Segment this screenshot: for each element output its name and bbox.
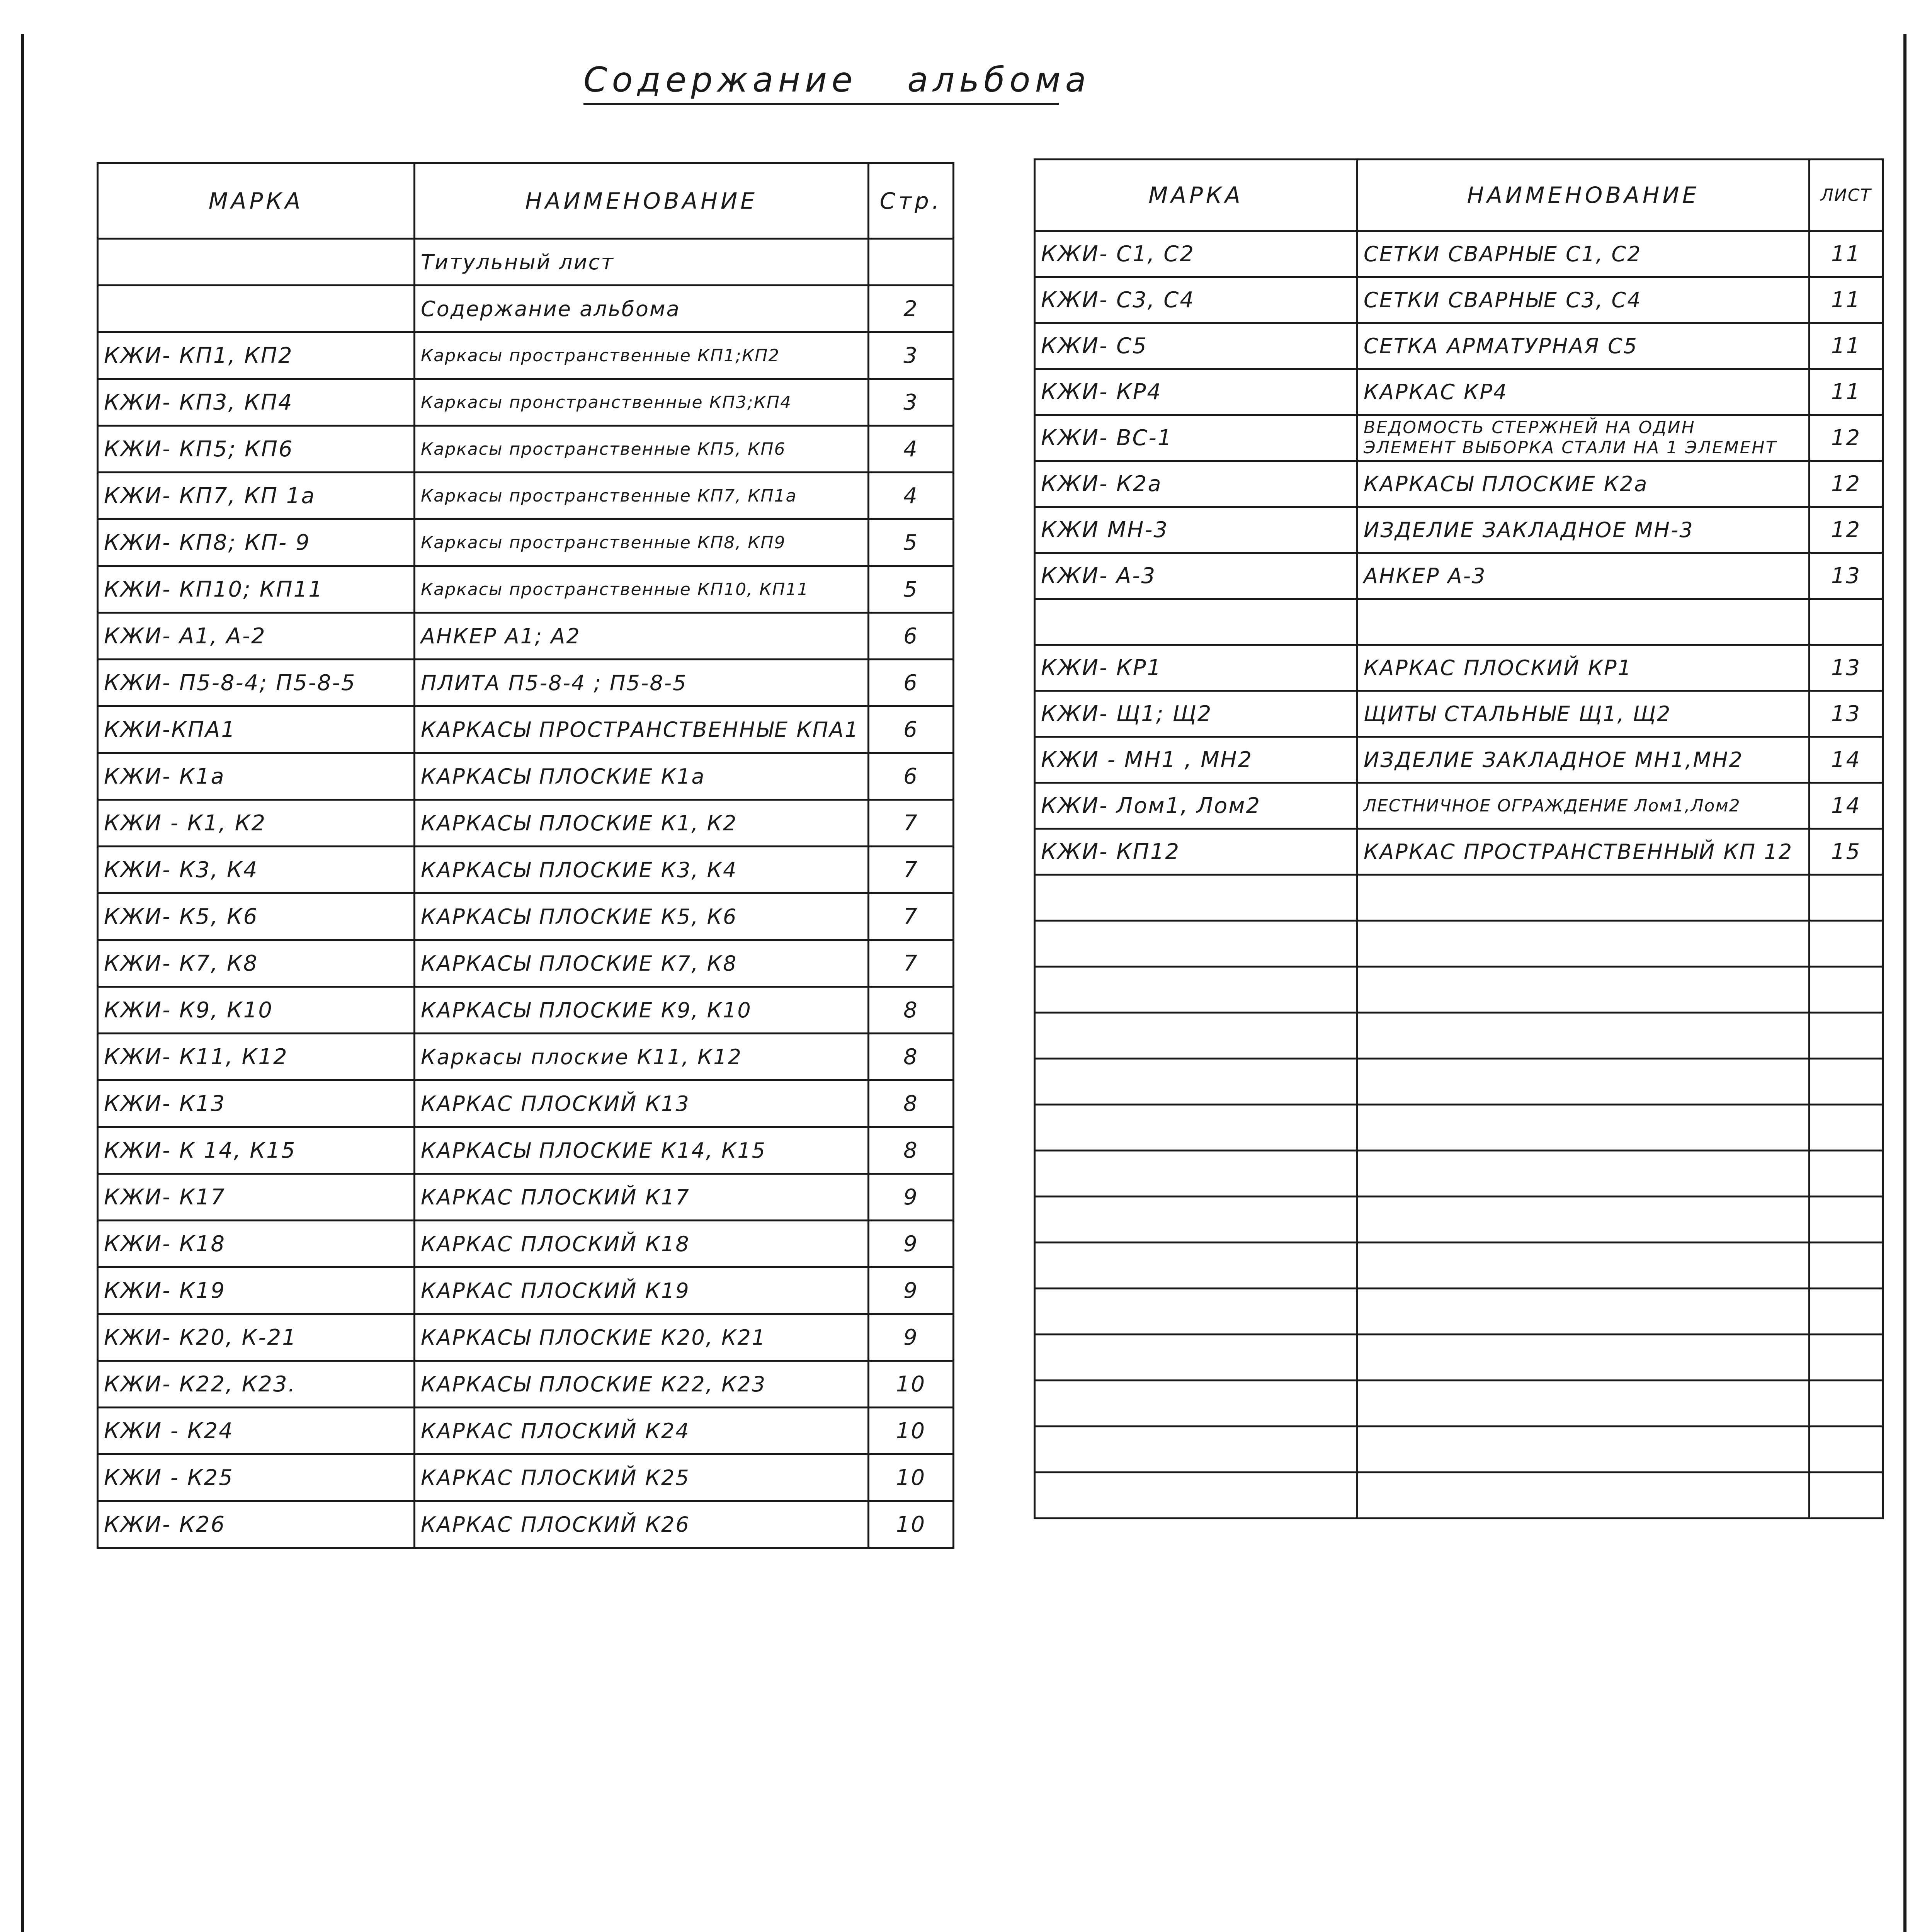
- mark-cell: КЖИ- К11, К12: [98, 1034, 415, 1080]
- name-cell: Каркасы пространственные КП10, КП11: [415, 566, 869, 613]
- name-cell: КАРКАС ПЛОСКИЙ К25: [415, 1454, 869, 1501]
- name-cell: Каркасы плоские К11, К12: [415, 1034, 869, 1080]
- table-row: [98, 1221, 954, 1267]
- name-cell: КАРКАС ПЛОСКИЙ К24: [415, 1408, 869, 1454]
- empty-cell: [1810, 1059, 1883, 1105]
- mark-cell: КЖИ- КП1, КП2: [98, 332, 415, 379]
- mark-cell: КЖИ- С3, С4: [1035, 277, 1357, 323]
- mark-cell: КЖИ- КР4: [1035, 369, 1357, 415]
- page-cell: 8: [869, 1034, 954, 1080]
- mark-cell: [98, 286, 415, 332]
- page-cell: 12: [1810, 461, 1883, 507]
- empty-cell: [1357, 875, 1810, 921]
- mark-cell: КЖИ - К1, К2: [98, 800, 415, 847]
- table-row: [1035, 323, 1883, 369]
- table-row: [98, 379, 954, 426]
- page-cell: 6: [869, 706, 954, 753]
- empty-cell: [1035, 875, 1357, 921]
- mark-cell: КЖИ- К20, К-21: [98, 1314, 415, 1361]
- name-cell: КАРКАСЫ ПЛОСКИЕ К9, К10: [415, 987, 869, 1034]
- empty-cell: [1357, 1289, 1810, 1335]
- page-cell: 10: [869, 1361, 954, 1408]
- name-cell: КАРКАСЫ ПЛОСКИЕ К2а: [1357, 461, 1810, 507]
- name-cell: ПЛИТА П5-8-4 ; П5-8-5: [415, 660, 869, 706]
- empty-cell: [1810, 1289, 1883, 1335]
- page-cell: 13: [1810, 553, 1883, 599]
- table-row: [98, 1501, 954, 1548]
- mark-cell: КЖИ- А-3: [1035, 553, 1357, 599]
- empty-cell: [1035, 1473, 1357, 1519]
- table-row: [1035, 645, 1883, 691]
- empty-cell: [1357, 1243, 1810, 1289]
- table-row: [1035, 277, 1883, 323]
- page-title: Содержание альбома: [583, 60, 1059, 105]
- mark-cell: КЖИ- К7, К8: [98, 940, 415, 987]
- name-cell: Каркасы пространственные КП1;КП2: [415, 332, 869, 379]
- empty-cell: [1810, 1243, 1883, 1289]
- page-cell: 8: [869, 987, 954, 1034]
- table-header-row: [98, 163, 954, 239]
- mark-cell: КЖИ-КПА1: [98, 706, 415, 753]
- mark-cell: [1035, 599, 1357, 645]
- name-cell: ЛЕСТНИЧНОЕ ОГРАЖДЕНИЕ Лом1,Лом2: [1357, 783, 1810, 829]
- table-row: [98, 1361, 954, 1408]
- page-cell: 10: [869, 1501, 954, 1548]
- empty-cell: [1357, 1013, 1810, 1059]
- empty-row: [1035, 1243, 1883, 1289]
- name-cell: КАРКАС КР4: [1357, 369, 1810, 415]
- page-cell: 4: [869, 426, 954, 473]
- mark-cell: КЖИ- С1, С2: [1035, 231, 1357, 277]
- table-header-row: [1035, 160, 1883, 231]
- table-row: [98, 800, 954, 847]
- mark-cell: КЖИ- КП7, КП 1а: [98, 473, 415, 519]
- empty-cell: [1357, 1059, 1810, 1105]
- page-cell: 6: [869, 753, 954, 800]
- empty-row: [1035, 921, 1883, 967]
- mark-cell: КЖИ- К 14, К15: [98, 1127, 415, 1174]
- name-cell: Титульный лист: [415, 239, 869, 286]
- table-row: [1035, 369, 1883, 415]
- empty-cell: [1035, 967, 1357, 1013]
- mark-cell: КЖИ- КП12: [1035, 829, 1357, 875]
- empty-cell: [1810, 1197, 1883, 1243]
- empty-cell: [1035, 1335, 1357, 1381]
- table-row: [98, 286, 954, 332]
- mark-cell: КЖИ- К17: [98, 1174, 415, 1221]
- table-row: [1035, 553, 1883, 599]
- table-row: [1035, 599, 1883, 645]
- page-cell: 9: [869, 1221, 954, 1267]
- page-cell: 5: [869, 566, 954, 613]
- empty-cell: [1357, 1335, 1810, 1381]
- table-row: [1035, 737, 1883, 783]
- page-cell: [1810, 599, 1883, 645]
- page-cell: 9: [869, 1267, 954, 1314]
- name-cell: [1357, 599, 1810, 645]
- page-cell: 2: [869, 286, 954, 332]
- name-cell: Каркасы пространственные КП5, КП6: [415, 426, 869, 473]
- empty-cell: [1810, 1381, 1883, 1427]
- empty-cell: [1035, 1427, 1357, 1473]
- table-row: [1035, 829, 1883, 875]
- page-cell: 12: [1810, 507, 1883, 553]
- empty-cell: [1357, 1151, 1810, 1197]
- name-cell: КАРКАС ПЛОСКИЙ К18: [415, 1221, 869, 1267]
- page-cell: 10: [869, 1454, 954, 1501]
- empty-cell: [1810, 1473, 1883, 1519]
- mark-cell: КЖИ- К19: [98, 1267, 415, 1314]
- mark-cell: [98, 239, 415, 286]
- name-cell: СЕТКИ СВАРНЫЕ С3, С4: [1357, 277, 1810, 323]
- name-cell: [1357, 415, 1810, 461]
- table-row: [98, 1034, 954, 1080]
- name-cell: АНКЕР А-3: [1357, 553, 1810, 599]
- page-cell: 3: [869, 332, 954, 379]
- table-row: [1035, 461, 1883, 507]
- table-row: [98, 566, 954, 613]
- page-cell: 11: [1810, 277, 1883, 323]
- empty-cell: [1810, 1335, 1883, 1381]
- name-cell: Каркасы пространственные КП8, КП9: [415, 519, 869, 566]
- page-cell: 3: [869, 379, 954, 426]
- page-cell: 7: [869, 800, 954, 847]
- name-cell: Содержание альбома: [415, 286, 869, 332]
- name-cell: КАРКАС ПЛОСКИЙ К26: [415, 1501, 869, 1548]
- column-header-mark: МАРКА: [98, 163, 415, 239]
- name-cell: АНКЕР А1; А2: [415, 613, 869, 660]
- empty-row: [1035, 1059, 1883, 1105]
- page-cell: 8: [869, 1080, 954, 1127]
- mark-cell: КЖИ- Лом1, Лом2: [1035, 783, 1357, 829]
- name-cell: КАРКАСЫ ПЛОСКИЕ К3, К4: [415, 847, 869, 893]
- table-row: [98, 753, 954, 800]
- empty-row: [1035, 1381, 1883, 1427]
- column-header-page: Стр.: [869, 163, 954, 239]
- page-cell: 7: [869, 940, 954, 987]
- page-cell: 11: [1810, 369, 1883, 415]
- page-cell: 12: [1810, 415, 1883, 461]
- empty-cell: [1357, 921, 1810, 967]
- empty-cell: [1810, 875, 1883, 921]
- page-cell: 7: [869, 847, 954, 893]
- mark-cell: КЖИ- К13: [98, 1080, 415, 1127]
- empty-cell: [1357, 1427, 1810, 1473]
- name-cell: КАРКАСЫ ПЛОСКИЕ К20, К21: [415, 1314, 869, 1361]
- mark-cell: КЖИ- КП8; КП- 9: [98, 519, 415, 566]
- empty-cell: [1357, 1381, 1810, 1427]
- empty-cell: [1810, 1105, 1883, 1151]
- empty-cell: [1035, 1013, 1357, 1059]
- table-row: [98, 519, 954, 566]
- table-row: [98, 893, 954, 940]
- empty-row: [1035, 1013, 1883, 1059]
- empty-row: [1035, 1197, 1883, 1243]
- page-cell: 4: [869, 473, 954, 519]
- name-cell: ИЗДЕЛИЕ ЗАКЛАДНОЕ МН-3: [1357, 507, 1810, 553]
- mark-cell: КЖИ- К18: [98, 1221, 415, 1267]
- mark-cell: КЖИ- К9, К10: [98, 987, 415, 1034]
- empty-cell: [1810, 967, 1883, 1013]
- mark-cell: КЖИ- КП5; КП6: [98, 426, 415, 473]
- empty-row: [1035, 1105, 1883, 1151]
- page-cell: 10: [869, 1408, 954, 1454]
- empty-cell: [1357, 967, 1810, 1013]
- empty-row: [1035, 1427, 1883, 1473]
- mark-cell: КЖИ- ВС-1: [1035, 415, 1357, 461]
- table-row: [98, 1127, 954, 1174]
- page-cell: 13: [1810, 691, 1883, 737]
- table-row: [98, 940, 954, 987]
- empty-row: [1035, 967, 1883, 1013]
- empty-cell: [1035, 1197, 1357, 1243]
- empty-cell: [1810, 1151, 1883, 1197]
- empty-row: [1035, 875, 1883, 921]
- mark-cell: КЖИ- К1а: [98, 753, 415, 800]
- name-cell: КАРКАС ПРОСТРАНСТВЕННЫЙ КП 12: [1357, 829, 1810, 875]
- table-row: [1035, 691, 1883, 737]
- table-row: [98, 1314, 954, 1361]
- table-row: [1035, 783, 1883, 829]
- name-line-1: ВЕДОМОСТЬ СТЕРЖНЕЙ НА ОДИН: [1364, 418, 1696, 437]
- name-cell: КАРКАС ПЛОСКИЙ К17: [415, 1174, 869, 1221]
- empty-cell: [1810, 1013, 1883, 1059]
- table-row: [98, 1454, 954, 1501]
- name-cell: КАРКАСЫ ПЛОСКИЕ К14, К15: [415, 1127, 869, 1174]
- page-cell: 9: [869, 1314, 954, 1361]
- table-row: [98, 1267, 954, 1314]
- table-row: [98, 1080, 954, 1127]
- table-row: [98, 1174, 954, 1221]
- name-cell: КАРКАС ПЛОСКИЙ КР1: [1357, 645, 1810, 691]
- page-cell: 9: [869, 1174, 954, 1221]
- page-cell: 11: [1810, 323, 1883, 369]
- table-row: [98, 660, 954, 706]
- mark-cell: КЖИ- П5-8-4; П5-8-5: [98, 660, 415, 706]
- page-cell: 6: [869, 660, 954, 706]
- mark-cell: КЖИ - К25: [98, 1454, 415, 1501]
- mark-cell: КЖИ- Щ1; Щ2: [1035, 691, 1357, 737]
- name-cell: Каркасы пространственные КП7, КП1а: [415, 473, 869, 519]
- empty-cell: [1035, 1059, 1357, 1105]
- mark-cell: КЖИ- КП3, КП4: [98, 379, 415, 426]
- mark-cell: КЖИ - МН1 , МН2: [1035, 737, 1357, 783]
- empty-cell: [1357, 1473, 1810, 1519]
- empty-cell: [1035, 1151, 1357, 1197]
- mark-cell: КЖИ- К22, К23.: [98, 1361, 415, 1408]
- table-row: [98, 847, 954, 893]
- mark-cell: КЖИ- К2а: [1035, 461, 1357, 507]
- table-row: [1035, 415, 1883, 461]
- empty-row: [1035, 1289, 1883, 1335]
- empty-cell: [1035, 1381, 1357, 1427]
- column-header-page: ЛИСТ: [1810, 160, 1883, 231]
- empty-cell: [1810, 1427, 1883, 1473]
- name-cell: КАРКАС ПЛОСКИЙ К19: [415, 1267, 869, 1314]
- empty-cell: [1035, 1289, 1357, 1335]
- table-row: [1035, 507, 1883, 553]
- mark-cell: КЖИ- С5: [1035, 323, 1357, 369]
- column-header-name: НАИМЕНОВАНИЕ: [415, 163, 869, 239]
- name-cell: КАРКАСЫ ПЛОСКИЕ К7, К8: [415, 940, 869, 987]
- page-cell: [869, 239, 954, 286]
- name-cell: ИЗДЕЛИЕ ЗАКЛАДНОЕ МН1,МН2: [1357, 737, 1810, 783]
- table-row: [98, 613, 954, 660]
- table-row: [98, 987, 954, 1034]
- name-cell: Каркасы пронстранственные КП3;КП4: [415, 379, 869, 426]
- name-cell: СЕТКИ СВАРНЫЕ С1, С2: [1357, 231, 1810, 277]
- page-cell: 11: [1810, 231, 1883, 277]
- table-row: [98, 706, 954, 753]
- page-cell: 8: [869, 1127, 954, 1174]
- table-row: [98, 1408, 954, 1454]
- column-header-mark: МАРКА: [1035, 160, 1357, 231]
- column-header-name: НАИМЕНОВАНИЕ: [1357, 160, 1810, 231]
- page-cell: 15: [1810, 829, 1883, 875]
- name-line-2: ЭЛЕМЕНТ ВЫБОРКА СТАЛИ НА 1 ЭЛЕМЕНТ: [1364, 438, 1777, 457]
- mark-cell: КЖИ- КР1: [1035, 645, 1357, 691]
- contents-table-left: [97, 162, 954, 1549]
- page-cell: 7: [869, 893, 954, 940]
- mark-cell: КЖИ- К26: [98, 1501, 415, 1548]
- name-cell: КАРКАС ПЛОСКИЙ К13: [415, 1080, 869, 1127]
- table-row: [98, 332, 954, 379]
- name-cell: КАРКАСЫ ПЛОСКИЕ К22, К23: [415, 1361, 869, 1408]
- name-cell: КАРКАСЫ ПЛОСКИЕ К1а: [415, 753, 869, 800]
- table-row: [98, 239, 954, 286]
- empty-cell: [1035, 1243, 1357, 1289]
- mark-cell: КЖИ МН-3: [1035, 507, 1357, 553]
- name-cell: СЕТКА АРМАТУРНАЯ С5: [1357, 323, 1810, 369]
- empty-cell: [1035, 921, 1357, 967]
- empty-row: [1035, 1335, 1883, 1381]
- mark-cell: КЖИ- КП10; КП11: [98, 566, 415, 613]
- page-cell: 14: [1810, 783, 1883, 829]
- empty-row: [1035, 1473, 1883, 1519]
- page-cell: 14: [1810, 737, 1883, 783]
- name-cell: ЩИТЫ СТАЛЬНЫЕ Щ1, Щ2: [1357, 691, 1810, 737]
- table-row: [98, 473, 954, 519]
- empty-cell: [1357, 1197, 1810, 1243]
- mark-cell: КЖИ- К3, К4: [98, 847, 415, 893]
- mark-cell: КЖИ- А1, А-2: [98, 613, 415, 660]
- mark-cell: КЖИ - К24: [98, 1408, 415, 1454]
- empty-cell: [1035, 1105, 1357, 1151]
- table-row: [98, 426, 954, 473]
- page-cell: 5: [869, 519, 954, 566]
- name-cell: КАРКАСЫ ПРОСТРАНСТВЕННЫЕ КПА1: [415, 706, 869, 753]
- name-cell: КАРКАСЫ ПЛОСКИЕ К5, К6: [415, 893, 869, 940]
- empty-cell: [1810, 921, 1883, 967]
- empty-row: [1035, 1151, 1883, 1197]
- name-cell: КАРКАСЫ ПЛОСКИЕ К1, К2: [415, 800, 869, 847]
- page-cell: 13: [1810, 645, 1883, 691]
- mark-cell: КЖИ- К5, К6: [98, 893, 415, 940]
- table-row: [1035, 231, 1883, 277]
- contents-table-right: [1034, 158, 1884, 1519]
- page-cell: 6: [869, 613, 954, 660]
- empty-cell: [1357, 1105, 1810, 1151]
